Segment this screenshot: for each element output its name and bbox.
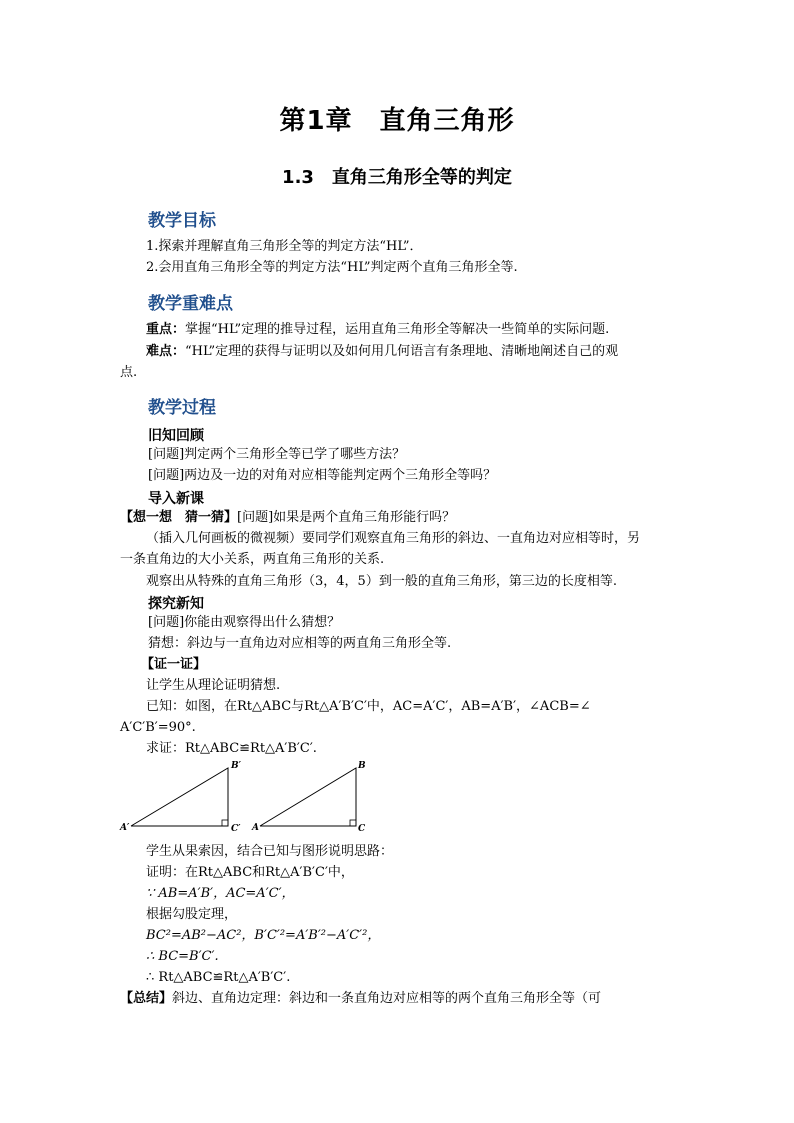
goal-item-2: 2.会用直角三角形全等的判定方法“HL”判定两个直角三角形全等. xyxy=(146,260,518,275)
label-a: A xyxy=(252,823,259,833)
intro-title: 导入新课 xyxy=(148,491,204,507)
proof-tag: 【证一证】 xyxy=(141,657,207,672)
intro-paragraph-2: 观察出从特殊的直角三角形（3，4，5）到一般的直角三角形，第三边的长度相等. xyxy=(146,574,617,589)
review-question-2: [问题]两边及一边的对角对应相等能判定两个三角形全等吗？ xyxy=(148,468,497,483)
keypoints-heading: 教学重难点 xyxy=(148,294,233,314)
intro-paragraph-1-cont: 一条直角边的大小关系，两直角三角形的关系. xyxy=(120,552,385,567)
proof-line-5: ∴ BC=B′C′. xyxy=(146,949,219,964)
intro-paragraph-1: （插入几何画板的微视频）要同学们观察直角三角形的斜边、一直角边对应相等时，另 xyxy=(146,531,641,546)
hard-point-label: 难点： xyxy=(146,344,186,359)
key-point-label: 重点： xyxy=(146,322,186,337)
triangle-figure xyxy=(118,758,378,838)
hard-point-cont: 点. xyxy=(120,365,138,380)
triangle-left xyxy=(119,761,242,834)
proof-line-3: 根据勾股定理， xyxy=(146,907,238,922)
proof-intro: 让学生从理论证明猜想. xyxy=(146,678,281,693)
label-b: B xyxy=(358,761,366,771)
proof-line-1: 证明：在Rt△ABC和Rt△A′B′C′中， xyxy=(146,865,354,880)
key-point-text: 掌握“HL”定理的推导过程，运用直角三角形全等解决一些简单的实际问题. xyxy=(185,322,610,337)
explore-question: [问题]你能由观察得出什么猜想？ xyxy=(148,615,341,630)
goal-item-1: 1.探索并理解直角三角形全等的判定方法“HL”． xyxy=(146,239,423,254)
triangle-right xyxy=(251,761,366,834)
reason-intro: 学生从果索因，结合已知与图形说明思路： xyxy=(146,844,394,859)
hard-point xyxy=(146,343,618,361)
proof-line-4: BC²=AB²−AC²，B′C′²=A′B′²−A′C′²， xyxy=(146,928,381,943)
summary-tag: 【总结】 xyxy=(120,991,173,1006)
chapter-title: 第1章 直角三角形 xyxy=(279,106,515,136)
label-c-prime: C′ xyxy=(231,824,241,834)
hard-point-text: “HL”定理的获得与证明以及如何用几何语言有条理地、清晰地阐述自己的观 xyxy=(185,344,619,359)
prove-statement: 求证：Rt△ABC≌Rt△A′B′C′. xyxy=(146,741,317,756)
goals-heading: 教学目标 xyxy=(148,211,216,231)
key-point xyxy=(146,321,609,339)
review-question-1: [问题]判定两个三角形全等已学了哪些方法？ xyxy=(148,447,406,462)
process-heading: 教学过程 xyxy=(148,398,216,418)
label-a-prime: A′ xyxy=(120,823,130,833)
explore-guess: 猜想：斜边与一直角边对应相等的两直角三角形全等. xyxy=(148,636,452,651)
review-title: 旧知回顾 xyxy=(148,428,204,444)
summary xyxy=(120,990,601,1008)
given-line-2: A′C′B′=90°. xyxy=(120,720,196,735)
label-c: C xyxy=(358,824,366,834)
intro-question-text: [问题]如果是两个直角三角形能行吗？ xyxy=(237,510,456,525)
proof-line-6: ∴ Rt△ABC≌Rt△A′B′C′. xyxy=(146,970,291,985)
intro-question xyxy=(120,509,455,527)
summary-text: 斜边、直角边定理：斜边和一条直角边对应相等的两个直角三角形全等（可 xyxy=(172,991,602,1006)
intro-tag: 【想一想 猜一猜】 xyxy=(120,510,238,525)
section-title: 1.3 直角三角形全等的判定 xyxy=(282,167,512,188)
proof-line-2: ∵ AB=A′B′，AC=A′C′， xyxy=(146,886,295,901)
given-line-1: 已知：如图，在Rt△ABC与Rt△A′B′C′中，AC=A′C′，AB=A′B′，∠ACB=∠ xyxy=(146,699,591,714)
explore-title: 探究新知 xyxy=(148,596,204,612)
label-b-prime: B′ xyxy=(231,761,241,771)
